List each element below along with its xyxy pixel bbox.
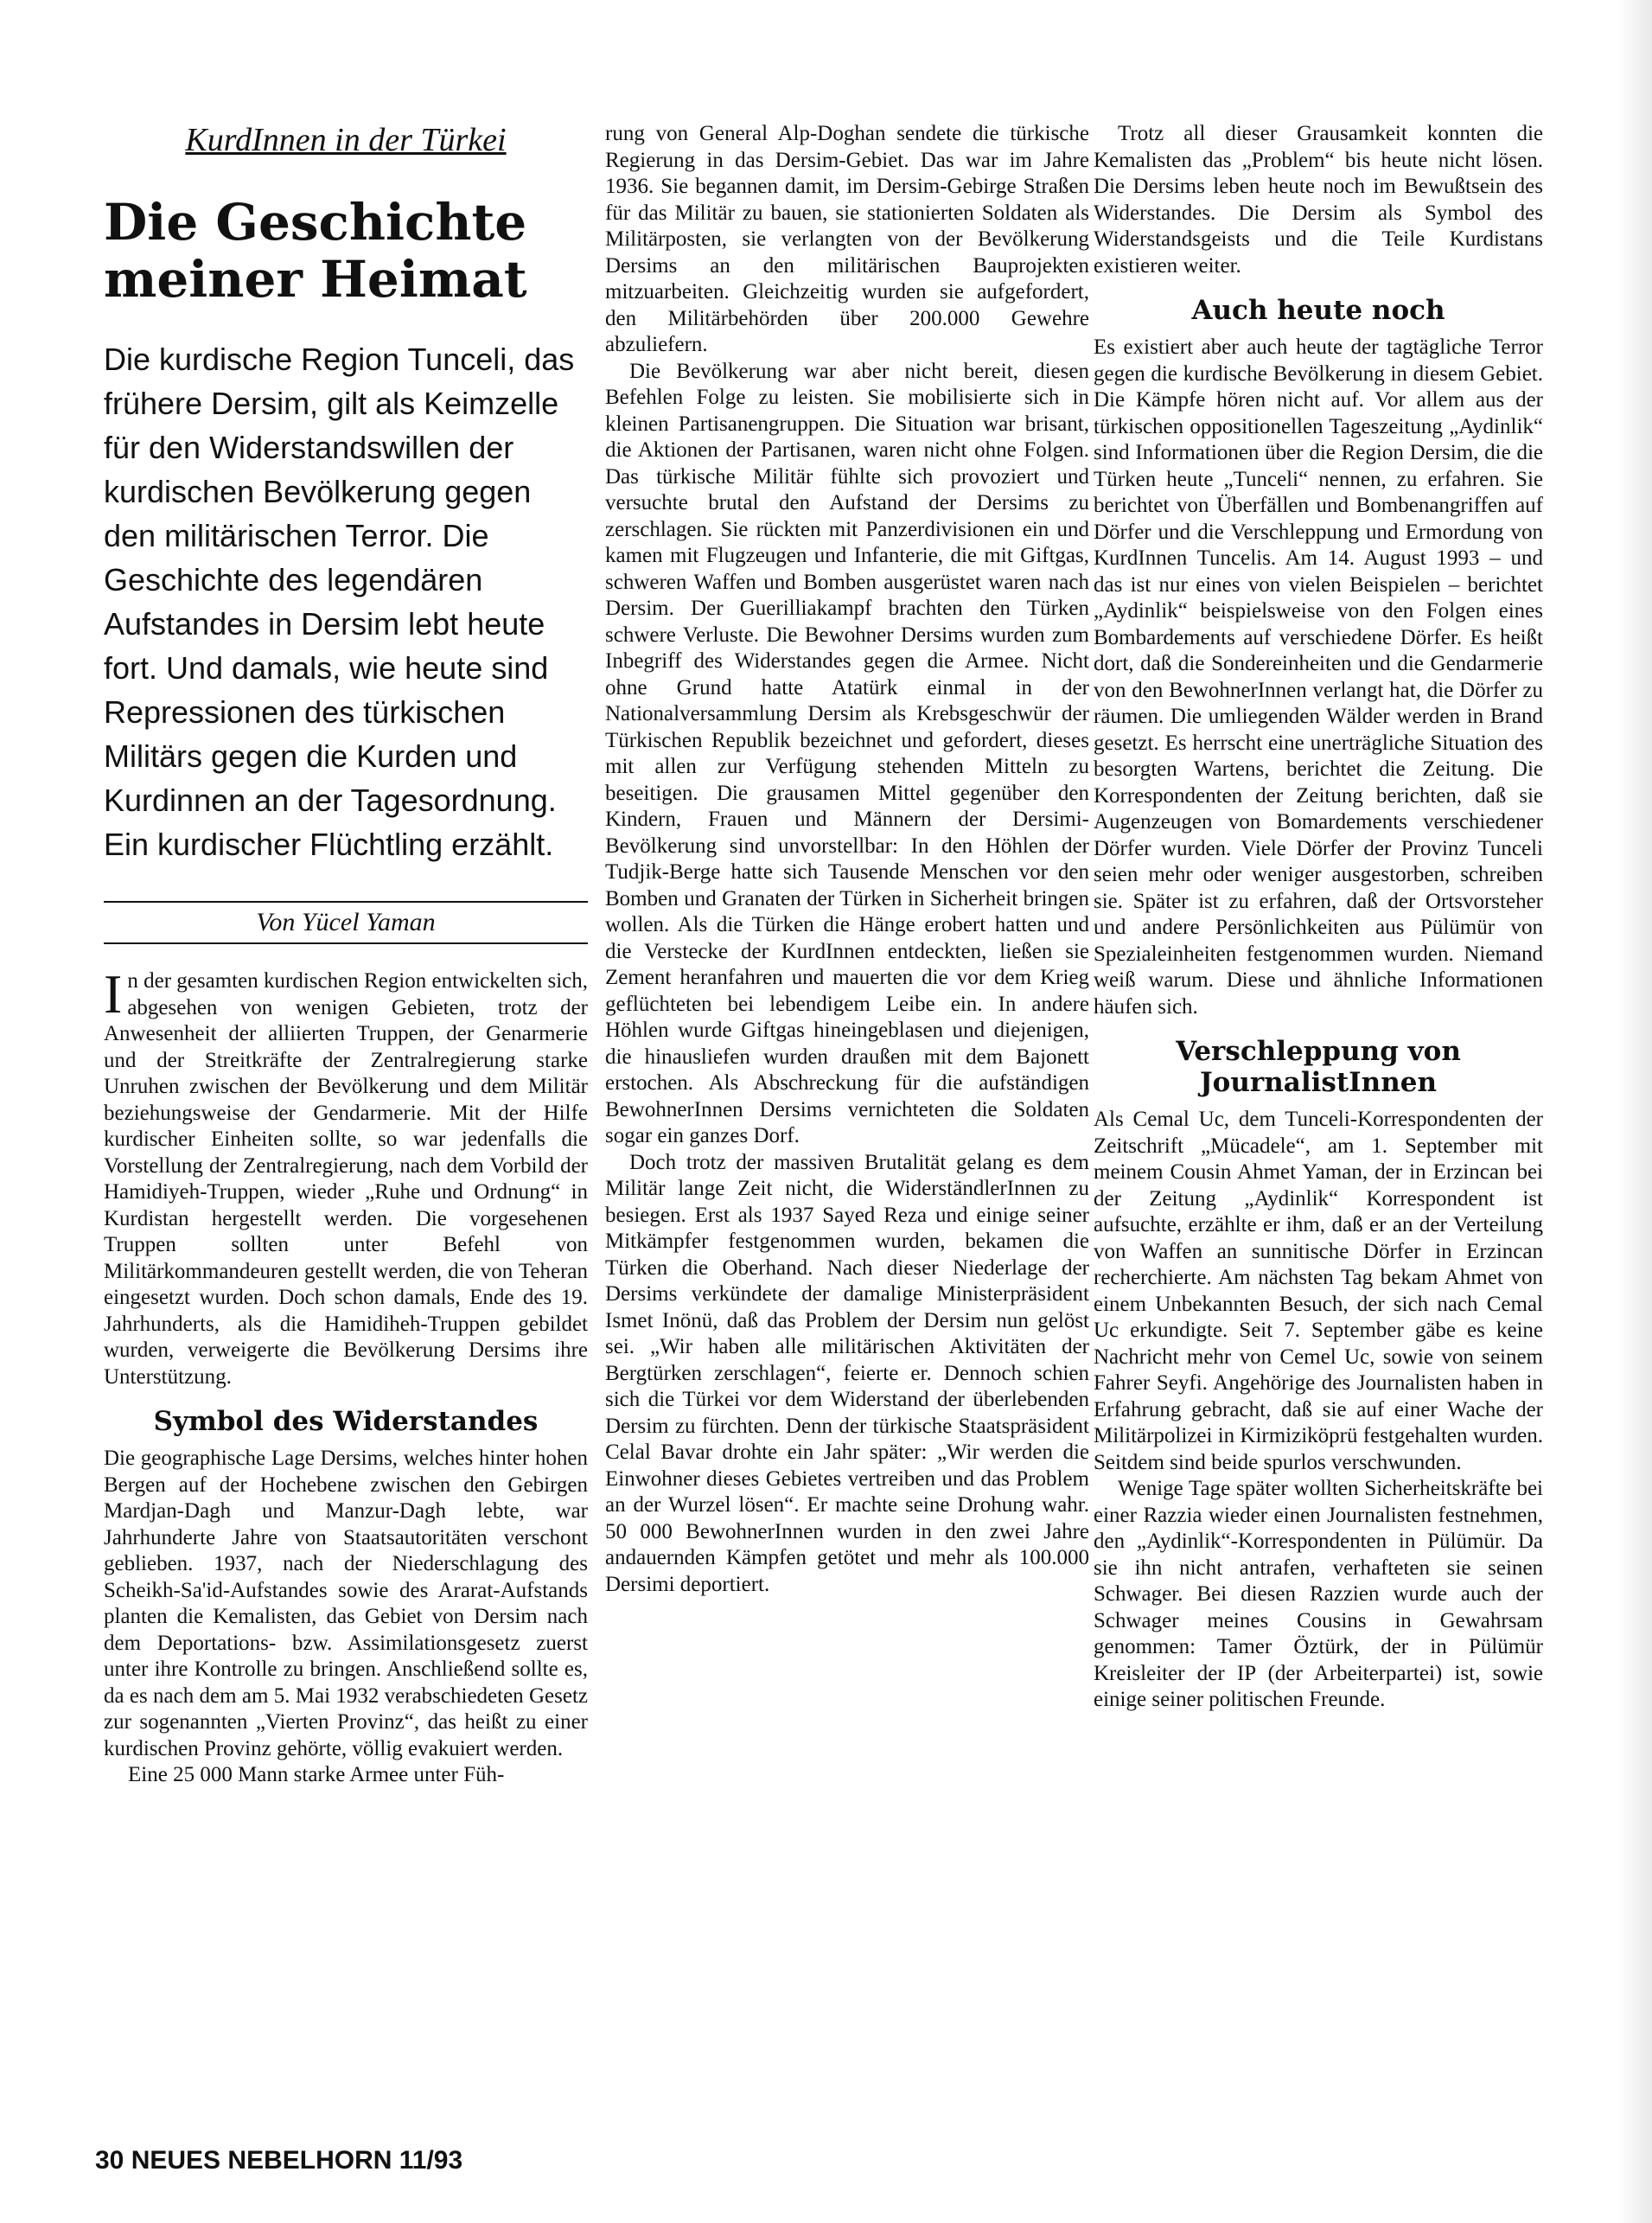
paragraph-kemalists: Trotz all dieser Grausamkeit konnten die Kemalisten das „Problem“ bis heute nicht lösen. Die Dersims leben heute noch im Bewußtsein des Widerstandes. Die Dersim als Symbol des Widerstandsgeists und die Teile Kurdistans existieren weiter. [1094, 122, 1543, 278]
byline: Von Yücel Yaman [104, 901, 588, 944]
paragraph-terror: Es existiert aber auch heute der tagtägliche Terror gegen die kurdische Bevölkerung in diesem Gebiet. Die Kämpfe hören nicht auf. Vor allem aus der türkischen oppositionellen Tageszeitung „Aydinlik“ sind Informationen über die Region Dersim, die die Türken heute „Tunceli“ nennen, zu erfahren. Sie berichtet von Überfällen und Bombenangriffen auf Dörfer und die Verschleppung und Ermordung von KurdInnen Tuncelis. Am 14. August 1993 – und das ist nur eines von vielen Beispielen – berichtet „Aydinlik“ beispielsweise von den Folgen eines Bombardements auf verschiedene Dörfer. Es heißt dort, daß die Sondereinheiten und die Gendarmerie von den BewohnerInnen verlangt hat, die Dörfer zu räumen. Die umliegenden Wälder werden in Brand gesetzt. Es herrscht eine unerträgliche Situation des besorgten Wartens, berichtet die Zeitung. Die Korrespondenten der Zeitung berichten, daß sie Augenzeugen von Bomardements verschiedener Dörfer wurden. Viele Dörfer der Provinz Tunceli seien mehr oder weniger ausgestorben, schreiben sie. Später ist zu erfahren, daß der Ortsvorsteher und andere Persönlichkeiten aus Pülümür von Spezialeinheiten festgenommen wurden. Niemand weiß warum. Diese und ähnliche Informationen häufen sich. [1094, 335, 1543, 1019]
paragraph-general: rung von General Alp-Doghan sendete die türkische Regierung in das Dersim-Gebiet. Das war im Jahre 1936. Sie begannen damit, im Dersim-Gebirge Straßen für das Militär zu bauen, sie stationierten Soldaten als Militärposten, sie verlangten von der Bevölkerung Dersims an den militärischen Bauprojekten mitzuarbeiten. Gleichzeitig wurden sie aufgefordert, den Militärbehörden über 200.000 Gewehre abzuliefern. [605, 122, 1089, 356]
paragraph-cemal: Als Cemal Uc, dem Tunceli-Korrespondenten der Zeitschrift „Mücadele“, am 1. September mit meinem Cousin Ahmet Yaman, der in Erzincan bei der Zeitung „Aydinlik“ Korrespondent ist aufsuchte, erzählte er ihm, daß er an der Verteilung von Waffen an sunnitische Dörfer in Erzincan recherchierte. Am nächsten Tag bekam Ahmet von einem Unbekannten Besuch, der sich nach Cemal Uc erkundigte. Seit 7. September gäbe es keine Nachricht mehr von Cemel Uc, sowie von seinem Fahrer Seyfi. Angehörige des Journalisten haben in Erfahrung gebracht, daß sie auf einer Wache der Militärpolizei in Kirmiziköprü festgehalten wurden. Seitdem sind beide spurlos verschwunden. [1094, 1108, 1543, 1474]
drop-cap: I [104, 963, 123, 1025]
paragraph-brutality: Doch trotz der massiven Brutalität gelang es dem Militär lange Zeit nicht, die WiderständlerInnen zu besiegen. Erst als 1937 Sayed Reza und einige seiner Mitkämpfer festgenommen wurden, bekamen die Türken die Oberhand. Nach dieser Niederlage der Dersims verkündete der damalige Ministerpräsident Ismet Inönü, daß das Problem der Dersim nun gelöst sei. „Wir haben alle militärischen Aktivitäten der Bergtürken zerschlagen“, feierte er. Dennoch schien sich die Türkei vor dem Widerstand der überlebenden Dersim zu fürchten. Denn der türkische Staatspräsident Celal Bavar drohte ein Jahr später: „Wir werden die Einwohner dieses Gebietes vertreiben und das Problem an der Wurzel lösen“. Er machte seine Drohung wahr. 50 000 BewohnerInnen wurden in den zwei Jahre andauernden Kämpfen getötet und mehr als 100.000 Dersimi deportiert. [605, 1150, 1089, 1596]
paragraph-intro [104, 963, 588, 1390]
subheading-symbol: Symbol des Widerstandes [153, 1406, 539, 1437]
paragraph-intro-text: n der gesamten kurdischen Region entwickelten sich, abgesehen von wenigen Gebieten, trotz der Anwesenheit der alliierten Truppen, der Genarmerie und der Streitkräfte der Zentralregierung starke Unruhen zwischen der Bevölkerung und dem Militär beziehungsweise der Gendarmerie. Mit der Hilfe kurdischer Einheiten sollte, so war jedenfalls die Vorstellung der Zentralregierung, nach dem Vorbild der Hamidiyeh-Truppen, wieder „Ruhe und Ordnung“ in Kurdistan hergestellt werden. Die vorgesehenen Truppen sollten unter Befehl von Militärkommandeuren gestellt werden, die von Teheran eingesetzt wurden. Doch schon damals, Ende des 19. Jahrhunderts, als die Hamidiheh-Truppen gebildet wurden, verweigerte die Bevölkerung Dersims ihre Unterstützung. [104, 969, 588, 1389]
column-1 [104, 121, 588, 1789]
column-2 [605, 121, 1089, 1598]
paragraph-army: Eine 25 000 Mann starke Armee unter Füh- [128, 1763, 505, 1786]
column-3 [1094, 121, 1543, 1714]
kicker: KurdInnen in der Türkei [185, 122, 507, 158]
subheading-today: Auch heute noch [1191, 295, 1445, 326]
paper-edge [1617, 0, 1652, 2223]
lead-paragraph: Die kurdische Region Tunceli, das frühere Dersim, gilt als Keimzelle für den Widerstandswillen der kurdischen Bevölkerung gegen den militärischen Terror. Die Geschichte des legendären Aufstandes in Dersim lebt heute fort. Und damals, wie heute sind Repressionen des türkischen Militärs gegen die Kurden und Kurdinnen an der Tagesordnung. Ein kurdischer Flüchtling erzählt. [104, 342, 575, 862]
subheading-journalists: Verschleppung von JournalistInnen [1176, 1036, 1461, 1098]
paragraph-razzia: Wenige Tage später wollten Sicherheitskräfte bei einer Razzia wieder einen Journalisten festnehmen, den „Aydinlik“-Korrespondenten in Pülümür. Da sie ihn nicht antrafen, verhafteten sie seinen Schwager. Bei diesen Razzien wurde auch der Schwager meines Cousins in Gewahrsam genommen: Tamer Öztürk, der in Pülümür Kreisleiter der IP (der Arbeiterpartei) ist, sowie einige seiner politischen Freunde. [1094, 1477, 1543, 1711]
page-footer: 30 NEUES NEBELHORN 11/93 [95, 2146, 463, 2175]
paragraph-geography: Die geographische Lage Dersims, welches hinter hohen Bergen auf der Hochebene zwischen den Gebirgen Mardjan-Dagh und Manzur-Dagh lebte, war Jahrhunderte Jahre von Staatsautoritäten verschont geblieben. 1937, nach der Niederschlagung des Scheikh-Sa'id-Aufstandes sowie des Ararat-Aufstands planten die Kemalisten, das Gebiet von Dersim nach dem Deportations- bzw. Assimilationsgesetz zuerst unter ihre Kontrolle zu bringen. Anschließend sollte es, da es nach dem am 5. Mai 1932 verabschiedeten Gesetz zur sogenannten „Vierten Provinz“, das heißt zu einer kurdischen Provinz gehörte, völlig evakuiert werden. [104, 1447, 588, 1760]
paragraph-resistance: Die Bevölkerung war aber nicht bereit, diesen Befehlen Folge zu leisten. Sie mobilisierte sich in kleinen Partisanengruppen. Die Situation war brisant, die Aktionen der Partisanen, waren nicht ohne Folgen. Das türkische Militär fühlte sich provoziert und versuchte brutal den Aufstand der Dersims zu zerschlagen. Sie rückten mit Panzerdivisionen ein und kamen mit Flugzeugen und Infanterie, die mit Giftgas, schweren Waffen und Bomben ausgerüstet waren nach Dersim. Der Guerilliakampf brachten den Türken schwere Verluste. Die Bewohner Dersims wurden zum Inbegriff des Widerstandes gegen die Armee. Nicht ohne Grund hatte Atatürk einmal in der Nationalversammlung Dersim als Krebsgeschwür der Türkischen Republik bezeichnet und gefordert, dieses mit allen zur Verfügung stehenden Mitteln zu beseitigen. Die grausamen Mittel gegenüber den Kindern, Frauen und Männern der Dersimi-Bevölkerung sind unvorstellbar: In den Höhlen der Tudjik-Berge hatte sich Tausende Menschen vor den Bomben und Granaten der Türken in Sicherheit bringen wollen. Als die Türken die Hänge erobert hatten und die Verstecke der KurdInnen entdeckten, ließen sie Zement heranfahren und mauerten die vor dem Krieg geflüchteten bei lebendigem Leibe ein. In andere Höhlen wurde Giftgas hineingeblasen und diejenigen, die hinausliefen wurden draußen mit dem Bajonett erstochen. Als Abschreckung für die aufständigen BewohnerInnen Dersims vernichteten die Soldaten sogar ein ganzes Dorf. [605, 359, 1089, 1147]
headline: Die Geschichte meiner Heimat [104, 193, 527, 309]
